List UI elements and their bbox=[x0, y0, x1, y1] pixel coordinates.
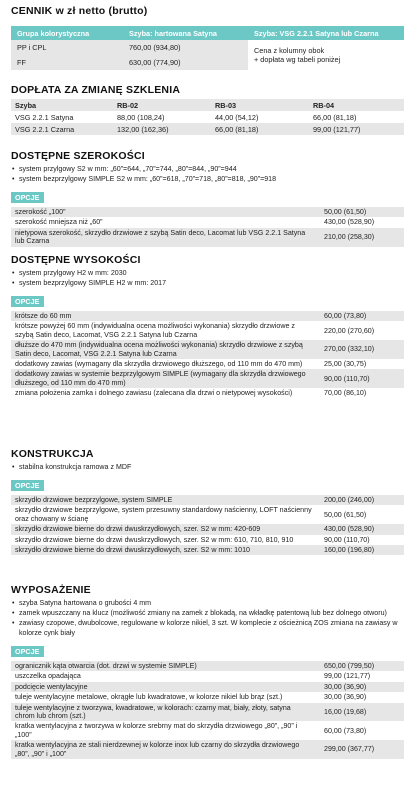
cennik-header-vsg: Szyba: VSG 2.2.1 Satyna lub Czarna bbox=[248, 26, 404, 40]
opcje-badge: OPCJE bbox=[11, 646, 44, 657]
doplata-cell: 44,00 (54,12) bbox=[215, 112, 259, 122]
option-label: krótsze powyżej 60 mm (indywidualna ocena możliwości wykonania) skrzydło drzwiowe z szybą Satin deco, Lacomat, VSG 2.2.1 Satyna lub Czarna bbox=[11, 321, 316, 340]
option-row bbox=[11, 740, 404, 759]
opcje-badge: OPCJE bbox=[11, 296, 44, 307]
cennik-price: 630,00 (774,90) bbox=[123, 55, 248, 70]
bullet-item: • system bezprzylgowy SIMPLE S2 w mm: „60”=618, „70”=718, „80”=818, „90”=918 bbox=[11, 174, 404, 184]
doplata-title: DOPŁATA ZA ZMIANĘ SZKLENIA bbox=[11, 84, 181, 96]
wyposazenie-title: WYPOSAŻENIE bbox=[11, 584, 91, 596]
option-price: 30,00 (36,90) bbox=[316, 692, 404, 702]
wysokosci-title: DOSTĘPNE WYSOKOŚCI bbox=[11, 254, 141, 266]
option-row bbox=[11, 495, 404, 505]
option-price: 430,00 (528,90) bbox=[316, 524, 404, 534]
option-row bbox=[11, 692, 404, 702]
option-row bbox=[11, 217, 404, 227]
option-label: szerokość „100” bbox=[11, 207, 316, 217]
bullet-item: • zamek wpuszczany na klucz (możliwość zmiany na zamek z blokadą, na wkładkę patentową lub bez dolnego otworu) bbox=[11, 608, 404, 618]
option-row bbox=[11, 535, 404, 545]
option-price: 70,00 (86,10) bbox=[316, 388, 404, 398]
option-label: podcięcie wentylacyjne bbox=[11, 682, 316, 692]
option-row bbox=[11, 359, 404, 369]
option-row bbox=[11, 505, 404, 524]
doplata-cell: VSG 2.2.1 Satyna bbox=[15, 112, 74, 122]
option-label: krótsze do 60 mm bbox=[11, 311, 316, 321]
option-row bbox=[11, 340, 404, 359]
opcje-badge: OPCJE bbox=[11, 192, 44, 203]
option-row bbox=[11, 388, 404, 398]
szerokosci-options bbox=[11, 207, 404, 247]
opcje-badge: OPCJE bbox=[11, 480, 44, 491]
option-label: dodatkowy zawias (wymagany dla skrzydła drzwiowego dłuższego, od 110 mm do 470 mm) bbox=[11, 359, 316, 369]
option-row bbox=[11, 721, 404, 740]
option-row bbox=[11, 228, 404, 247]
option-row bbox=[11, 369, 404, 388]
option-label: skrzydło drzwiowe bierne do drzwi dwuskrzydłowych, szer. S2 w mm: 1010 bbox=[11, 545, 316, 555]
szerokosci-title: DOSTĘPNE SZEROKOŚCI bbox=[11, 150, 145, 162]
konstrukcja-section bbox=[11, 448, 404, 555]
bullet-item: • zawiasy czopowe, dwubolcowe, regulowane w kolorze nikiel, 3 szt. W komplecie z ościeżnicą ZOS zmiana na zawiasy w kolorze cynk biały bbox=[11, 618, 404, 638]
option-row bbox=[11, 682, 404, 692]
option-price: 50,00 (61,50) bbox=[316, 505, 404, 524]
doplata-cell: 132,00 (162,36) bbox=[113, 123, 211, 135]
doplata-table bbox=[11, 99, 404, 135]
cennik-price: 760,00 (934,80) bbox=[123, 40, 248, 55]
cennik-header-group: Grupa kolorystyczna bbox=[11, 26, 123, 40]
option-label: skrzydło drzwiowe bierne do drzwi dwuskrzydłowych, szer. S2 w mm: 420-609 bbox=[11, 524, 316, 534]
option-label: dłuższe do 470 mm (indywidualna ocena możliwości wykonania) skrzydło drzwiowe z szybą Satin deco, Lacomat, VSG 2.2.1 Satyna lub Czarna bbox=[11, 340, 316, 359]
option-label: skrzydło drzwiowe bezprzylgowe, system przesuwny standardowy naścienny, LOFT naścienny oraz chowany w ścianę bbox=[11, 505, 316, 524]
bullet-item: • szyba Satyna hartowana o grubości 4 mm bbox=[11, 598, 404, 608]
option-price: 90,00 (110,70) bbox=[316, 535, 404, 545]
bullet-item: • stabilna konstrukcja ramowa z MDF bbox=[11, 462, 404, 472]
option-label: kratka wentylacyjna ze stali nierdzewnej w kolorze inox lub czarny do skrzydła drzwiowego „80”, „90” i „100” bbox=[11, 740, 316, 759]
doplata-cell: 99,00 (121,77) bbox=[309, 123, 404, 135]
option-price: 270,00 (332,10) bbox=[316, 340, 404, 359]
bullet-item: • system przylgowy H2 w mm: 2030 bbox=[11, 268, 404, 278]
bullet-item: • system bezprzylgowy SIMPLE H2 w mm: 2017 bbox=[11, 278, 404, 288]
cennik-title: CENNIK w zł netto (brutto) bbox=[11, 5, 148, 17]
option-label: kratka wentylacyjna z tworzywa w kolorze srebrny mat do skrzydła drzwiowego „80”, „90” i „100” bbox=[11, 721, 316, 740]
wyposazenie-section bbox=[11, 584, 404, 759]
doplata-cell: 66,00 (81,18) bbox=[211, 123, 309, 135]
option-row bbox=[11, 321, 404, 340]
option-label: tuleje wentylacyjne metalowe, okrągłe lub kwadratowe, w kolorze nikiel lub brąz (szt.) bbox=[11, 692, 316, 702]
cennik-group: PP i CPL bbox=[11, 40, 123, 55]
option-label: dodatkowy zawias w systemie bezprzylgowym SIMPLE (wymagany dla skrzydła drzwiowego dłuższego, od 110 mm do 470 mm) bbox=[11, 369, 316, 388]
option-price: 299,00 (367,77) bbox=[316, 740, 404, 759]
option-price: 160,00 (196,80) bbox=[316, 545, 404, 555]
option-label: uszczelka opadająca bbox=[11, 671, 316, 681]
option-price: 210,00 (258,30) bbox=[316, 228, 404, 247]
cennik-group: FF bbox=[11, 55, 123, 70]
szerokosci-section bbox=[11, 150, 404, 247]
option-row bbox=[11, 311, 404, 321]
option-price: 60,00 (73,80) bbox=[316, 311, 404, 321]
cennik-note: Cena z kolumny obok + dopłata wg tabeli poniżej bbox=[248, 40, 404, 70]
option-price: 430,00 (528,90) bbox=[316, 217, 404, 227]
option-row bbox=[11, 703, 404, 722]
option-label: ogranicznik kąta otwarcia (dot. drzwi w systemie SIMPLE) bbox=[11, 661, 316, 671]
cennik-header-satyna: Szyba: hartowana Satyna bbox=[123, 26, 248, 40]
option-label: skrzydło drzwiowe bezprzylgowe, system SIMPLE bbox=[11, 495, 316, 505]
wysokosci-options bbox=[11, 311, 404, 399]
option-price: 220,00 (270,60) bbox=[316, 321, 404, 340]
option-row bbox=[11, 545, 404, 555]
doplata-header: RB-02 bbox=[113, 99, 211, 111]
option-price: 25,00 (30,75) bbox=[316, 359, 404, 369]
doplata-header: RB-03 bbox=[211, 99, 309, 111]
wysokosci-section bbox=[11, 254, 404, 399]
option-price: 60,00 (73,80) bbox=[316, 721, 404, 740]
option-row bbox=[11, 671, 404, 681]
doplata-header: RB-04 bbox=[309, 99, 404, 111]
doplata-cell: 66,00 (81,18) bbox=[313, 112, 357, 122]
konstrukcja-title: KONSTRUKCJA bbox=[11, 448, 94, 460]
option-row bbox=[11, 661, 404, 671]
wyposazenie-options bbox=[11, 661, 404, 759]
option-price: 650,00 (799,50) bbox=[316, 661, 404, 671]
option-price: 200,00 (246,00) bbox=[316, 495, 404, 505]
option-price: 50,00 (61,50) bbox=[316, 207, 404, 217]
doplata-header: Szyba bbox=[11, 99, 113, 111]
option-price: 90,00 (110,70) bbox=[316, 369, 404, 388]
option-label: tuleje wentylacyjne z tworzywa, kwadratowe, w kolorach: czarny mat, biały, złoty, satyna chrom lub chrom (szt.) bbox=[11, 703, 316, 722]
option-row bbox=[11, 207, 404, 217]
doplata-cell: VSG 2.2.1 Czarna bbox=[11, 123, 113, 135]
cennik-table bbox=[11, 26, 404, 70]
option-label: nietypowa szerokość, skrzydło drzwiowe z szybą Satin deco, Lacomat lub VSG 2.2.1 Satyna lub Czarna bbox=[11, 228, 316, 247]
option-label: zmiana położenia zamka i dolnego zawiasu (zalecana dla drzwi o nietypowej wysokości) bbox=[11, 388, 316, 398]
option-label: skrzydło drzwiowe bierne do drzwi dwuskrzydłowych, szer. S2 w mm: 610, 710, 810, 910 bbox=[11, 535, 316, 545]
option-price: 30,00 (36,90) bbox=[316, 682, 404, 692]
konstrukcja-options bbox=[11, 495, 404, 555]
option-label: szerokość mniejsza niż „60” bbox=[11, 217, 316, 227]
option-price: 99,00 (121,77) bbox=[316, 671, 404, 681]
option-row bbox=[11, 524, 404, 534]
option-price: 16,00 (19,68) bbox=[316, 703, 404, 722]
bullet-item: • system przylgowy S2 w mm: „60”=644, „70”=744, „80”=844, „90”=944 bbox=[11, 164, 404, 174]
doplata-cell: 88,00 (108,24) bbox=[117, 112, 165, 122]
